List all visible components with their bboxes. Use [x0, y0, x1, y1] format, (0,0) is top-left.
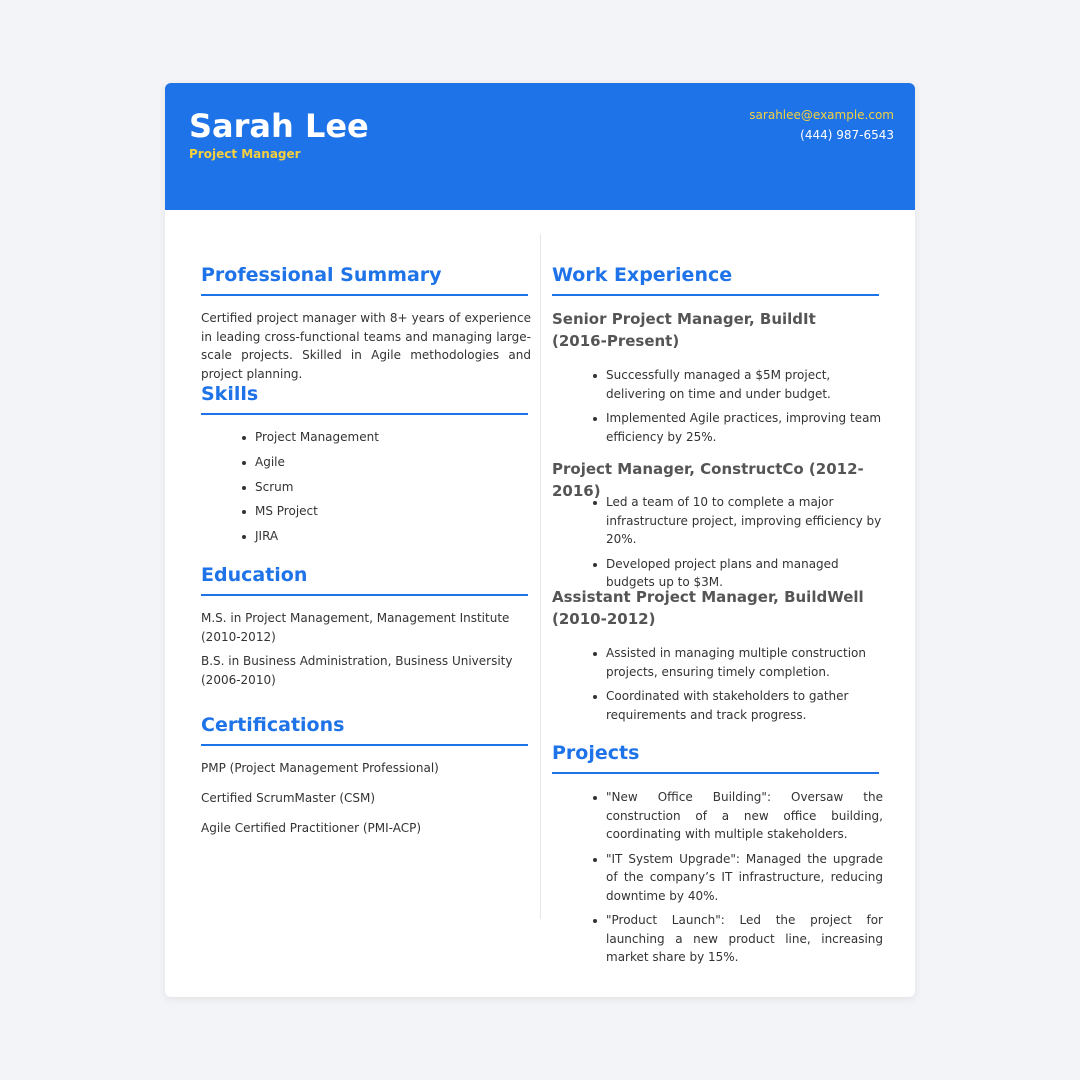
education-item: M.S. in Project Management, Management Institute (2010-2012): [201, 611, 510, 644]
summary-text: Certified project manager with 8+ years of experience in leading cross-functional teams and managing large-scale projects. Skilled in Agile methodologies and project planning.: [201, 311, 531, 381]
skills-rule: [201, 413, 528, 415]
resume-card: [165, 83, 915, 997]
certification-item: Agile Certified Practitioner (PMI-ACP): [201, 821, 422, 835]
project-item: "IT System Upgrade": Managed the upgrade of the company’s IT infrastructure, reducing downtime by 40%.: [606, 850, 883, 906]
projects-list: [606, 788, 883, 967]
job-bullet: Coordinated with stakeholders to gather requirements and track progress.: [606, 687, 884, 724]
projects-heading: Projects: [552, 742, 640, 764]
certifications-rule: [201, 744, 528, 746]
candidate-name: Sarah Lee: [189, 107, 369, 145]
phone-number: (444) 987-6543: [800, 128, 894, 142]
certifications-heading: Certifications: [201, 714, 345, 736]
skill-item: Scrum: [255, 478, 515, 497]
summary-rule: [201, 294, 528, 296]
candidate-title: Project Manager: [189, 147, 301, 161]
skill-item: Agile: [255, 453, 515, 472]
certification-item: PMP (Project Management Professional): [201, 761, 439, 775]
skill-item: Project Management: [255, 428, 515, 447]
job-bullet: Assisted in managing multiple construction projects, ensuring timely completion.: [606, 644, 884, 681]
job-bullets: [606, 644, 884, 724]
skills-heading: Skills: [201, 383, 259, 405]
job-bullet: Implemented Agile practices, improving team efficiency by 25%.: [606, 409, 884, 446]
job-bullet: Successfully managed a $5M project, delivering on time and under budget.: [606, 366, 884, 403]
summary-heading: Professional Summary: [201, 264, 442, 286]
job-bullet: Led a team of 10 to complete a major infrastructure project, improving efficiency by 20%.: [606, 493, 884, 549]
experience-heading: Work Experience: [552, 264, 733, 286]
contact-info: [749, 105, 894, 145]
job-bullet: Developed project plans and managed budgets up to $3M.: [606, 555, 884, 592]
job-bullets: [606, 366, 884, 446]
skill-item: MS Project: [255, 502, 515, 521]
job-bullets: [606, 493, 884, 592]
resume-header: [165, 83, 915, 210]
job-title: Assistant Project Manager, BuildWell (2010-2012): [552, 588, 864, 628]
skill-item: JIRA: [255, 527, 515, 546]
projects-rule: [552, 772, 879, 774]
project-item: "New Office Building": Oversaw the construction of a new office building, coordinating with multiple stakeholders.: [606, 788, 883, 844]
column-divider: [540, 234, 541, 919]
education-rule: [201, 594, 528, 596]
project-item: "Product Launch": Led the project for launching a new product line, increasing market share by 15%.: [606, 911, 883, 967]
experience-rule: [552, 294, 879, 296]
education-heading: Education: [201, 564, 308, 586]
job-title: Project Manager, ConstructCo (2012-2016): [552, 460, 864, 500]
education-item: B.S. in Business Administration, Business University (2006-2010): [201, 654, 513, 687]
certification-item: Certified ScrumMaster (CSM): [201, 791, 376, 805]
skills-list: [255, 428, 515, 546]
job-title: Senior Project Manager, BuildIt (2016-Present): [552, 310, 816, 350]
email-link[interactable]: sarahlee@example.com: [749, 108, 894, 122]
